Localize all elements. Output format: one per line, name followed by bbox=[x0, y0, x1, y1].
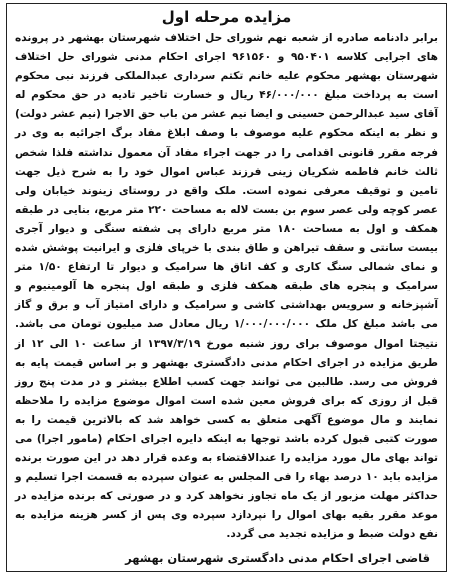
notice-body: برابر دادنامه صادره از شعبه نهم شورای حل اختلاف شهرستان بهشهر در پرونده های اجرایی کلاسه ۹۵۰۴۰۱ و ۹۶۱۵۶۰ اجرای احکام مدنی شورای حل اختلاف شهرستان بهشهر محکوم علیه خانم تکتم سرداری عبدالملکی فرزند نبی محکوم است به پرداخت مبلغ ۴۶/۰۰۰/۰۰۰ ریال و خسارت تاخیر تادیه در حق محکوم له آقای سید عبدالرحمن حسینی و ایضا نیم عشر من باب حق الاجرا (نیم عشر دولت) و نظر به اینکه محکوم علیه موصوف با وصف ابلاغ مفاد برگ اجرائیه به وی در فرجه مقرر قانونی اقدامی را در جهت اجراء مفاد آن معمول نداشته فلذا شخص ثالث خانم فاطمه شکریان زینی فرزند عباس اموال خود را به شرح ذیل جهت تامین و توقیف معرفی نموده است. ملک واقع در روستای زینوند خیابان ولی عصر کوچه ولی عصر سوم بن بست لاله به مساحت ۲۲۰ متر مربع، بنایی در طبقه همکف و اول به مساحت ۱۸۰ متر مربع دارای پی شفته سنگی و دیوار آجری بیست سانتی و سقف تیراهن و طاق بندی با خرپای فلزی و ایرانیت پوشش شده و نمای شمالی سنگ کاری و کف اتاق ها سرامیک و دیوار تا ارتفاع ۱/۵۰ متر سرامیک و پنجره های طبقه همکف فلزی و طبقه اول پنجره ها آلومینیوم و آشپزخانه و سرویس بهداشتی کاشی و سرامیک و دارای امتیاز آب و برق و گاز می باشد مبلغ کل ملک ۱/۰۰۰/۰۰۰/۰۰۰ ریال معادل صد میلیون تومان می باشد. نتیجتا اموال موصوف برای روز شنبه مورخ ۱۳۹۷/۳/۱۹ از ساعت ۱۰ الی ۱۲ از طریق مزایده در اجرای احکام مدنی دادگستری بهشهر و بر اساس قیمت پایه به فروش می رسد. طالبین می توانند جهت کسب اطلاع بیشتر و در مدت پنج روز قبل از روزی که برای فروش معین شده است اموال موضوع مزایده را ملاحظه نمایند و مال موضوع آگهی متعلق به کسی خواهد شد که بالاترین قیمت را به صورت کتبی قبول کرده باشد توجها به اینکه دایره اجرای احکام (مامور اجرا) می تواند بهای مال مورد مزایده را عندالاقتضاء به وعده قرار دهد در این صورت برنده مزایده باید ۱۰ درصد بهاء را فی المجلس به عنوان سپرده به قسمت اجرا تسلیم و حداکثر مهلت مزبور از یک ماه تجاوز نخواهد کرد و در صورتی که برنده مزایده در موعد مقرر بقیه بهای اموال را نپردازد سپرده وی پس از کسر هزینه مزایده به نفع دولت ضبط و مزایده تجدید می گردد. bbox=[15, 32, 438, 541]
notice-title: مزایده مرحله اول bbox=[161, 8, 292, 26]
notice-signature: قاضی اجرای احکام مدنی دادگستری شهرستان بهشهر bbox=[125, 550, 430, 565]
notice-frame bbox=[6, 3, 447, 572]
